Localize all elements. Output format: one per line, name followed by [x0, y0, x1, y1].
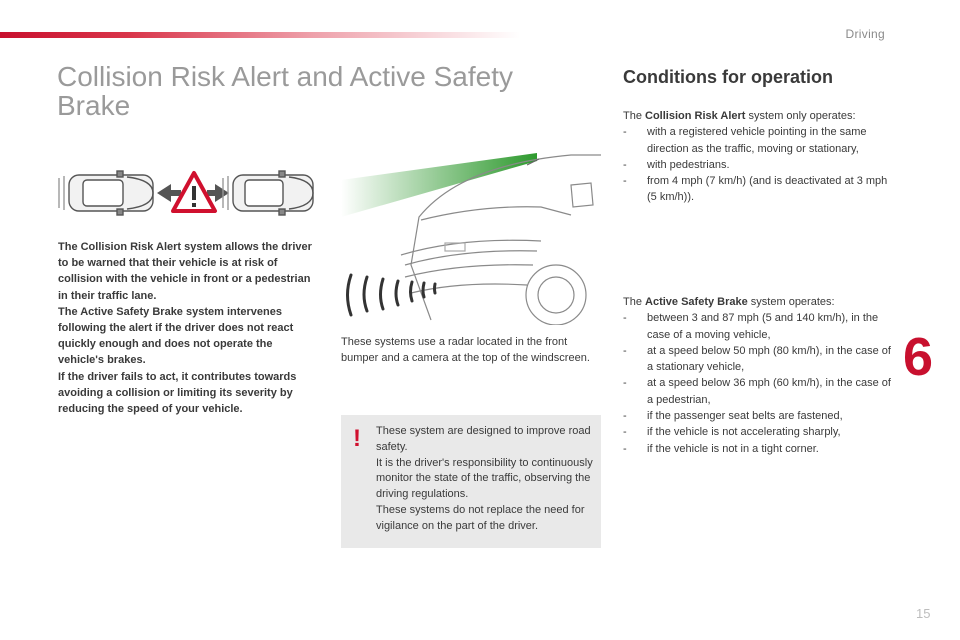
rear-van-icon — [59, 171, 153, 215]
list-item: - if the vehicle is not in a tight corner. — [623, 442, 819, 455]
list-item: - if the vehicle is not accelerating sharply, — [623, 426, 841, 439]
list-item-text: between 3 and 87 mph (5 and 140 km/h), in the case of a moving vehicle, — [647, 312, 879, 341]
exclamation-icon: ! — [353, 425, 361, 452]
list-item-text: if the vehicle is not in a tight corner. — [647, 442, 819, 455]
intro-paragraph: The Collision Risk Alert system allows the driver to be warned that their vehicle is at risk of collision with the vehicle in front or a pedestrian in their traffic lane. — [58, 241, 312, 302]
list-item-text: if the passenger seat belts are fastened, — [647, 410, 843, 423]
list-item: - at a speed below 50 mph (80 km/h), in the case of a stationary vehicle, — [623, 344, 891, 374]
warning-line: These systems do not replace the need for vigilance on the part of the driver. — [376, 503, 585, 532]
radar-description: These systems use a radar located in the front bumper and a camera at the top of the windscreen. — [341, 336, 590, 364]
intro-paragraph: If the driver fails to act, it contributes towards avoiding a collision or limiting its severity by reducing the speed of your vehicle. — [58, 370, 297, 416]
cra-intro-pre: The — [623, 110, 646, 122]
asb-condition-list — [623, 310, 891, 457]
list-item: - at a speed below 36 mph (60 km/h), in the case of a pedestrian, — [623, 377, 891, 406]
warning-line: It is the driver's responsibility to continuously monitor the state of the traffic, observing the driving regulations. — [376, 456, 593, 501]
asb-intro-post: system operates: — [747, 296, 835, 308]
conditions-heading: Conditions for operation — [623, 67, 833, 87]
list-item-text: at a speed below 36 mph (60 km/h), in the case of a pedestrian, — [647, 377, 891, 406]
front-van-icon — [223, 171, 313, 215]
collision-risk-alert-conditions — [623, 108, 891, 206]
list-item-text: from 4 mph (7 km/h) (and is deactivated at 3 mph (5 km/h)). — [647, 175, 888, 204]
active-safety-brake-conditions — [623, 294, 891, 457]
page-number: 15 — [916, 606, 931, 621]
collision-illustration — [57, 170, 315, 216]
warning-line: These system are designed to improve road safety. — [376, 425, 591, 453]
asb-system-name: Active Safety Brake — [645, 296, 748, 308]
intro-text — [58, 239, 320, 417]
intro-paragraph: The Active Safety Brake system intervenes following the alert if the driver does not react quickly enough and does not operate the vehicle's brakes. — [58, 305, 294, 367]
header-accent-bar — [0, 32, 520, 38]
list-item: - from 4 mph (7 km/h) (and is deactivated at 3 mph (5 km/h)). — [623, 175, 888, 204]
page-title: Collision Risk Alert and Active Safety Brake — [57, 61, 513, 122]
list-item-text: at a speed below 50 mph (80 km/h), in the case of a stationary vehicle, — [647, 344, 891, 374]
section-label: Driving — [845, 27, 885, 41]
cra-condition-list — [623, 124, 891, 205]
asb-intro-pre: The — [623, 296, 646, 308]
list-item-text: if the vehicle is not accelerating sharply, — [647, 426, 841, 439]
cra-intro-post: system only operates: — [745, 110, 856, 122]
warning-note-text — [376, 424, 598, 535]
list-item-text: with pedestrians. — [647, 158, 730, 171]
list-item: - with a registered vehicle pointing in the same direction as the traffic, moving or stationary, — [623, 126, 867, 155]
list-item: - if the passenger seat belts are fastened, — [623, 410, 843, 423]
list-item: - between 3 and 87 mph (5 and 140 km/h), in the case of a moving vehicle, — [623, 312, 879, 341]
list-item-text: with a registered vehicle pointing in the same direction as the traffic, moving or stationary, — [647, 126, 867, 155]
chapter-number: 6 — [903, 327, 934, 387]
asb-intro — [623, 294, 891, 310]
vehicle-sensor-illustration — [341, 145, 601, 325]
cra-system-name: Collision Risk Alert — [645, 110, 746, 122]
warning-note-box — [341, 415, 601, 548]
cra-intro — [623, 108, 891, 124]
list-item: - with pedestrians. — [623, 158, 730, 171]
